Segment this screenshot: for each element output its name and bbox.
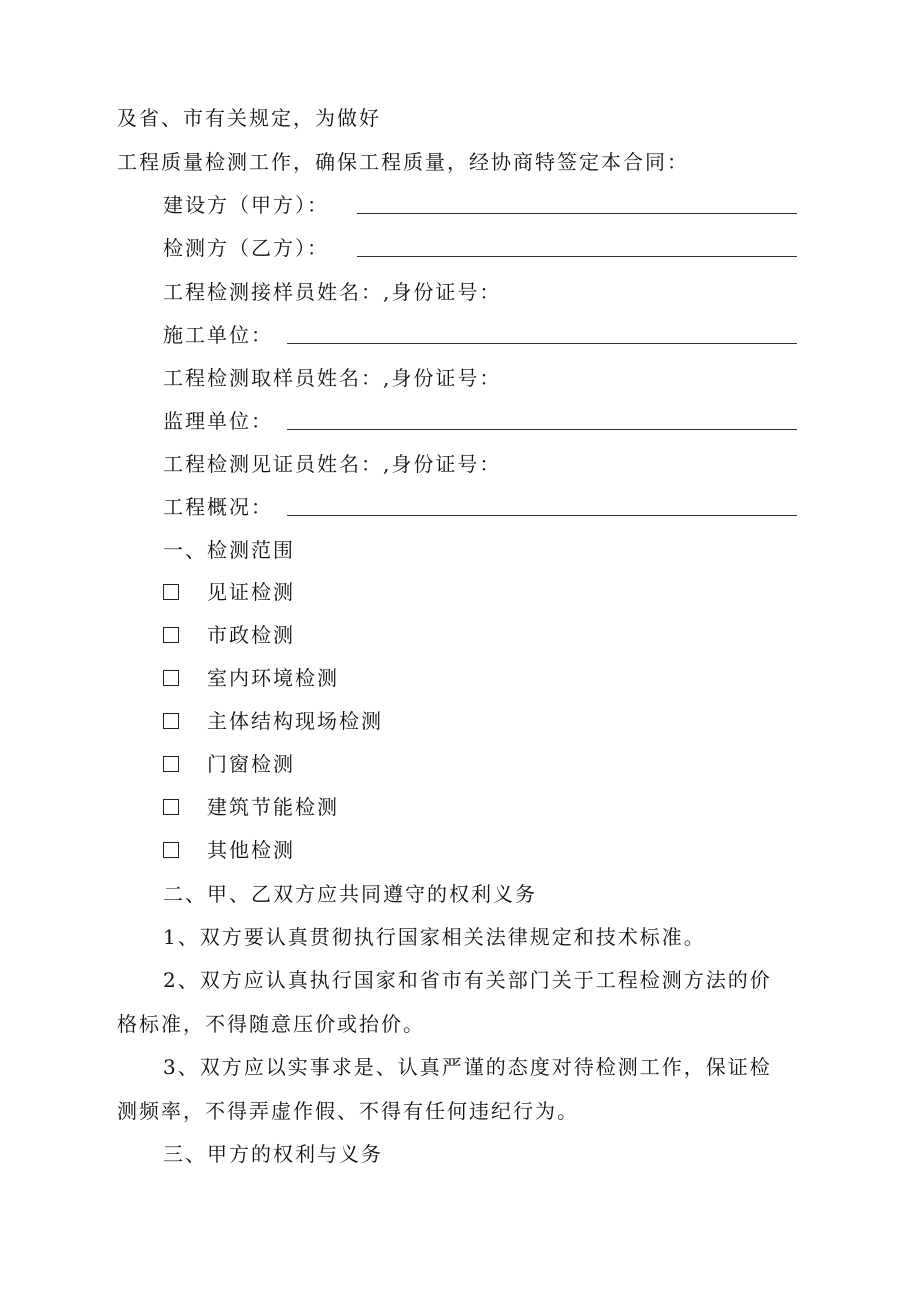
section2-item-3-line-2: 测频率，不得弄虚作假、不得有任何违纪行为。 bbox=[117, 1099, 579, 1123]
sampler-label: 工程检测取样员姓名：,身份证号： bbox=[163, 366, 502, 390]
intro-line-1: 及省、市有关规定，为做好 bbox=[117, 106, 381, 130]
section2-item-3-line-1: 3、双方应以实事求是、认真严谨的态度对待检测工作，保证检 bbox=[163, 1055, 772, 1079]
client-label: 建设方（甲方）： bbox=[163, 193, 329, 217]
section2-item-2-line-1: 2、双方应认真执行国家和省市有关部门关于工程检测方法的价 bbox=[163, 968, 772, 992]
supervisor-blank[interactable] bbox=[287, 429, 797, 430]
section3-heading: 三、甲方的权利与义务 bbox=[163, 1142, 383, 1166]
checkbox-indoor-environment-testing[interactable] bbox=[163, 670, 179, 686]
client-blank[interactable] bbox=[357, 213, 797, 214]
option-label: 门窗检测 bbox=[207, 752, 295, 776]
checkbox-building-energy-testing[interactable] bbox=[163, 799, 179, 815]
checkbox-municipal-testing[interactable] bbox=[163, 627, 179, 643]
section2-heading: 二、甲、乙双方应共同遵守的权利义务 bbox=[163, 882, 537, 906]
checkbox-witness-testing[interactable] bbox=[163, 584, 179, 600]
option-label: 市政检测 bbox=[207, 623, 295, 647]
tester-blank[interactable] bbox=[357, 256, 797, 257]
overview-label: 工程概况： bbox=[163, 495, 273, 519]
checkbox-main-structure-testing[interactable] bbox=[163, 713, 179, 729]
supervisor-label: 监理单位： bbox=[163, 409, 273, 433]
contractor-label: 施工单位： bbox=[163, 323, 273, 347]
section1-heading: 一、检测范围 bbox=[163, 538, 295, 562]
section2-item-2-line-2: 格标准，不得随意压价或抬价。 bbox=[117, 1012, 425, 1036]
receiver-label: 工程检测接样员姓名：,身份证号： bbox=[163, 280, 502, 304]
section2-item-1: 1、双方要认真贯彻执行国家相关法律规定和技术标准。 bbox=[163, 925, 706, 949]
checkbox-door-window-testing[interactable] bbox=[163, 756, 179, 772]
option-label: 见证检测 bbox=[207, 580, 295, 604]
witness-label: 工程检测见证员姓名：,身份证号： bbox=[163, 452, 502, 476]
tester-label: 检测方（乙方）： bbox=[163, 236, 329, 260]
option-label: 建筑节能检测 bbox=[207, 795, 339, 819]
contractor-blank[interactable] bbox=[287, 343, 797, 344]
checkbox-other-testing[interactable] bbox=[163, 842, 179, 858]
option-label: 其他检测 bbox=[207, 838, 295, 862]
intro-line-2: 工程质量检测工作，确保工程质量，经协商特签定本合同： bbox=[117, 150, 689, 174]
overview-blank[interactable] bbox=[287, 515, 797, 516]
option-label: 室内环境检测 bbox=[207, 666, 339, 690]
option-label: 主体结构现场检测 bbox=[207, 709, 383, 733]
